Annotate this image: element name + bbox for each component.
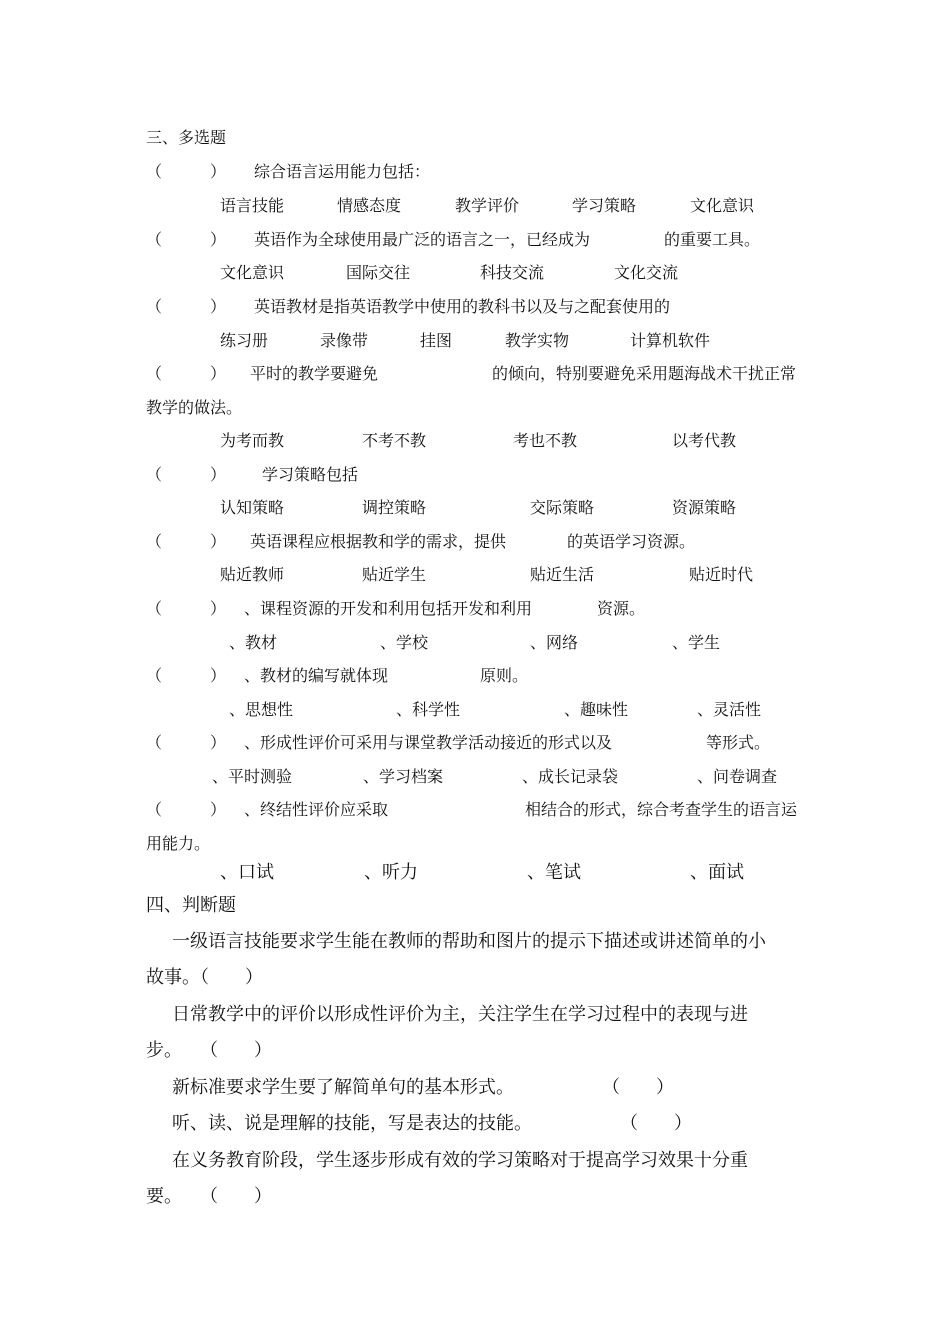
option: 、学生 <box>672 633 721 652</box>
option: 以考代教 <box>672 431 737 450</box>
answer-parenthesis: （ ） <box>146 532 227 551</box>
question-stem-continued: 的倾向，特别要避免采用题海战术干扰正常 <box>492 364 797 383</box>
question-stem: 英语作为全球使用最广泛的语言之一，已经成为 <box>254 230 591 249</box>
option: 贴近时代 <box>689 565 754 584</box>
judgment-statement: 在义务教育阶段，学生逐步形成有效的学习策略对于提高学习效果十分重 <box>172 1150 748 1171</box>
question-stem-continued: 资源。 <box>597 599 646 618</box>
section-title-true-false: 四、判断题 <box>146 895 236 916</box>
judgment-statement: 日常教学中的评价以形成性评价为主，关注学生在学习过程中的表现与进 <box>172 1004 748 1025</box>
option: 、学习档案 <box>363 767 444 786</box>
question-stem-continued: 相结合的形式，综合考查学生的语言运 <box>525 800 798 819</box>
section-title-multiple-choice: 三、多选题 <box>146 128 227 147</box>
judgment-statement-continued: 步。 （ ） <box>146 1040 272 1061</box>
option: 认知策略 <box>220 498 285 517</box>
question-stem: 学习策略包括 <box>262 465 359 484</box>
question-stem-continued: 原则。 <box>480 666 529 685</box>
option: 文化交流 <box>614 263 679 282</box>
option: 为考而教 <box>220 431 285 450</box>
answer-parenthesis: （ ） <box>146 230 227 249</box>
option: 贴近生活 <box>530 565 595 584</box>
option: 文化意识 <box>220 263 285 282</box>
option: 语言技能 <box>220 196 285 215</box>
answer-parenthesis: （ ） <box>146 733 227 752</box>
option: 国际交往 <box>346 263 411 282</box>
question-stem: 、教材的编写就体现 <box>244 666 389 685</box>
option: 、科学性 <box>396 700 461 719</box>
question-stem: 、终结性评价应采取 <box>244 800 389 819</box>
option: 、面试 <box>690 862 744 883</box>
answer-parenthesis: （ ） <box>146 800 227 819</box>
answer-parenthesis: （ ） <box>146 599 227 618</box>
option: 情感态度 <box>337 196 402 215</box>
question-stem-continued: 等形式。 <box>706 733 771 752</box>
option: 、成长记录袋 <box>522 767 619 786</box>
question-stem-continued: 的英语学习资源。 <box>567 532 696 551</box>
option: 计算机软件 <box>630 331 711 350</box>
answer-parenthesis: （ ） <box>602 1077 674 1098</box>
question-stem: 英语课程应根据教和学的需求，提供 <box>250 532 507 551</box>
judgment-statement-continued: 故事。（ ） <box>146 967 263 988</box>
option: 文化意识 <box>690 196 755 215</box>
option: 贴近教师 <box>220 565 285 584</box>
question-stem: 综合语言运用能力包括： <box>254 162 431 181</box>
judgment-statement: 新标准要求学生要了解简单句的基本形式。 <box>172 1077 514 1098</box>
option: 、问卷调查 <box>697 767 778 786</box>
option: 学习策略 <box>572 196 637 215</box>
option: 、灵活性 <box>697 700 762 719</box>
option: 资源策略 <box>672 498 737 517</box>
option: 贴近学生 <box>362 565 427 584</box>
question-stem: 、形成性评价可采用与课堂教学活动接近的形式以及 <box>244 733 613 752</box>
option: 、笔试 <box>527 862 581 883</box>
answer-parenthesis: （ ） <box>146 364 227 383</box>
option: 不考不教 <box>362 431 427 450</box>
option: 科技交流 <box>480 263 545 282</box>
option: 教学评价 <box>455 196 520 215</box>
option: 挂图 <box>420 331 453 350</box>
option: 交际策略 <box>530 498 595 517</box>
option: 、听力 <box>364 862 418 883</box>
question-stem-continued: 教学的做法。 <box>146 398 243 417</box>
option: 教学实物 <box>505 331 570 350</box>
answer-parenthesis: （ ） <box>146 162 227 181</box>
option: 、平时测验 <box>212 767 293 786</box>
option: 考也不教 <box>513 431 578 450</box>
question-stem: 平时的教学要避免 <box>250 364 379 383</box>
judgment-statement: 一级语言技能要求学生能在教师的帮助和图片的提示下描述或讲述简单的小 <box>172 931 766 952</box>
answer-parenthesis: （ ） <box>146 666 227 685</box>
option: 、口试 <box>220 862 274 883</box>
option: 练习册 <box>220 331 269 350</box>
option: 、思想性 <box>229 700 294 719</box>
option: 、网络 <box>530 633 579 652</box>
question-stem-continued: 用能力。 <box>146 834 211 853</box>
answer-parenthesis: （ ） <box>146 297 227 316</box>
judgment-statement: 听、读、说是理解的技能，写是表达的技能。 <box>172 1113 532 1134</box>
option: 、学校 <box>380 633 429 652</box>
question-stem-continued: 的重要工具。 <box>664 230 761 249</box>
judgment-statement-continued: 要。 （ ） <box>146 1186 272 1207</box>
option: 、教材 <box>229 633 278 652</box>
option: 、趣味性 <box>564 700 629 719</box>
option: 录像带 <box>320 331 369 350</box>
option: 调控策略 <box>362 498 427 517</box>
answer-parenthesis: （ ） <box>620 1113 692 1134</box>
question-stem: 、课程资源的开发和利用包括开发和利用 <box>244 599 533 618</box>
answer-parenthesis: （ ） <box>146 465 227 484</box>
question-stem: 英语教材是指英语教学中使用的教科书以及与之配套使用的 <box>254 297 671 316</box>
